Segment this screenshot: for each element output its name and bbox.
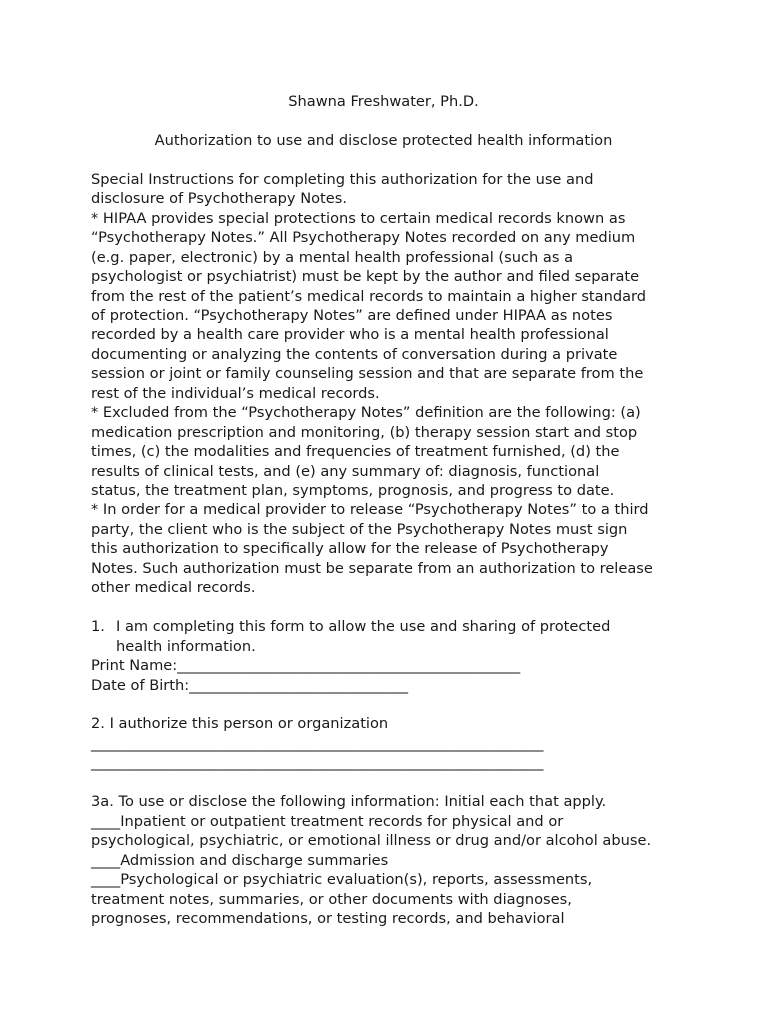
instruction-line: of protection. “Psychotherapy Notes” are defined under HIPAA as notes — [91, 306, 613, 324]
instruction-line: “Psychotherapy Notes.” All Psychotherapy Notes recorded on any medium — [91, 229, 636, 247]
instruction-line: disclosure of Psychotherapy Notes. — [91, 190, 347, 208]
section-3a-line: psychological, psychiatric, or emotional illness or drug and/or alcohol abuse. — [91, 832, 652, 850]
section-3a-line[interactable]: ____Psychological or psychiatric evaluation(s), reports, assessments, — [91, 871, 593, 889]
instruction-line: results of clinical tests, and (e) any summary of: diagnosis, functional — [91, 462, 600, 480]
instruction-line: * Excluded from the “Psychotherapy Notes” definition are the following: (a) — [91, 404, 641, 422]
section-1-line: health information. — [116, 637, 256, 655]
instruction-line: party, the client who is the subject of the Psychotherapy Notes must sign — [91, 520, 628, 538]
section-1-number: 1. — [91, 618, 105, 636]
section-3a — [91, 792, 691, 928]
instruction-line: recorded by a health care provider who is a mental health professional — [91, 326, 609, 344]
section-1-line: I am completing this form to allow the use and sharing of protected — [116, 618, 611, 636]
spacer — [91, 695, 691, 714]
section-2-heading: 2. I authorize this person or organization — [91, 715, 389, 733]
instruction-line: medication prescription and monitoring, (b) therapy session start and stop — [91, 423, 638, 441]
instruction-line: other medical records. — [91, 579, 256, 597]
instruction-line: * HIPAA provides special protections to certain medical records known as — [91, 209, 626, 227]
practitioner-name: Shawna Freshwater, Ph.D. — [288, 93, 479, 110]
spacer — [91, 773, 691, 792]
section-3a-line[interactable]: ____Inpatient or outpatient treatment records for physical and or — [91, 812, 564, 830]
instruction-line: Notes. Such authorization must be separate from an authorization to release — [91, 559, 653, 577]
instruction-line: Special Instructions for completing this authorization for the use and — [91, 170, 594, 188]
instruction-line: status, the treatment plan, symptoms, prognosis, and progress to date. — [91, 482, 615, 500]
authorized-party-field[interactable]: ______________________________________________________________ — [91, 734, 544, 752]
date-of-birth-field[interactable]: Date of Birth:______________________________ — [91, 676, 409, 694]
instruction-line: documenting or analyzing the contents of conversation during a private — [91, 345, 618, 363]
spacer — [91, 598, 691, 617]
section-3a-line[interactable]: ____Admission and discharge summaries — [91, 851, 389, 869]
special-instructions — [91, 170, 691, 598]
instruction-line: psychologist or psychiatrist) must be kept by the author and filed separate — [91, 268, 640, 286]
document-page — [91, 92, 691, 928]
authorized-party-field[interactable]: ______________________________________________________________ — [91, 754, 544, 772]
instruction-line: times, (c) the modalities and frequencies of treatment furnished, (d) the — [91, 443, 620, 461]
print-name-field[interactable]: Print Name:_______________________________________________ — [91, 657, 521, 675]
section-3a-line: 3a. To use or disclose the following information: Initial each that apply. — [91, 793, 607, 811]
instruction-line: rest of the individual’s medical records. — [91, 384, 380, 402]
section-3a-line: prognoses, recommendations, or testing records, and behavioral — [91, 909, 565, 927]
instruction-line: session or joint or family counseling session and that are separate from the — [91, 365, 644, 383]
instruction-line: from the rest of the patient’s medical records to maintain a higher standard — [91, 287, 647, 305]
instruction-line: this authorization to specifically allow for the release of Psychotherapy — [91, 540, 609, 558]
instruction-line: (e.g. paper, electronic) by a mental health professional (such as a — [91, 248, 574, 266]
instruction-line: * In order for a medical provider to release “Psychotherapy Notes” to a third — [91, 501, 649, 519]
form-title: Authorization to use and disclose protected health information — [154, 131, 613, 149]
section-3a-line: treatment notes, summaries, or other documents with diagnoses, — [91, 890, 572, 908]
section-1 — [91, 617, 691, 656]
